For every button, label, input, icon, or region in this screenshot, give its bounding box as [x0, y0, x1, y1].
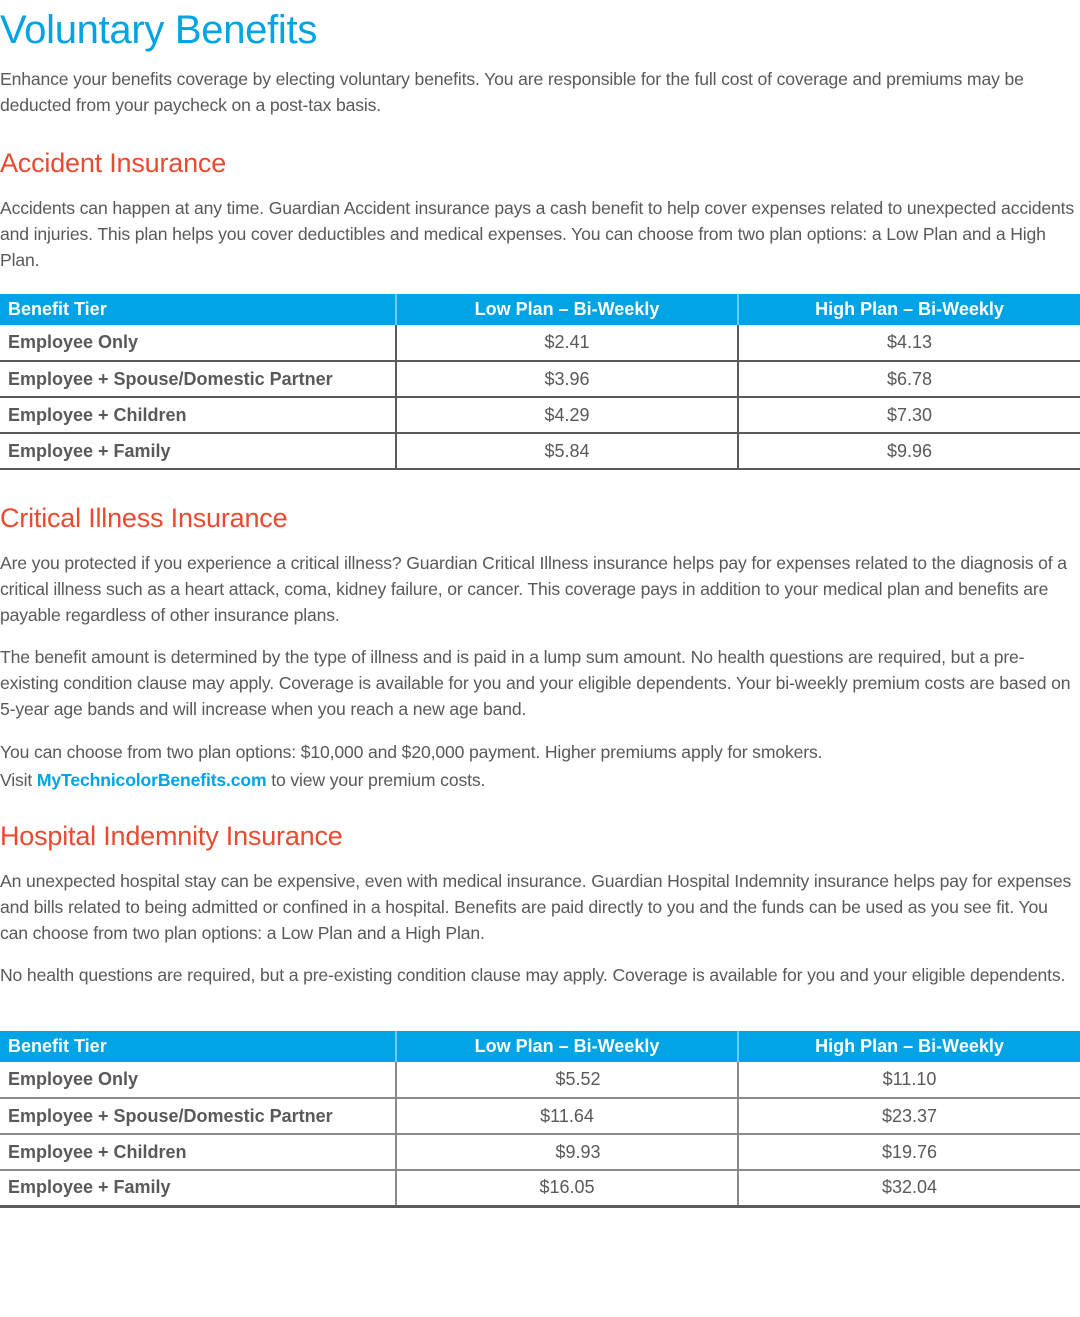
critical-illness-heading: Critical Illness Insurance	[0, 503, 288, 533]
view-premium-text: to view your premium costs.	[271, 770, 486, 790]
table-row	[0, 397, 1080, 433]
table-header-row	[0, 1031, 1080, 1062]
low-plan-cell: $16.05	[396, 1170, 738, 1206]
high-plan-cell: $11.10	[738, 1062, 1080, 1098]
column-header-benefit-tier: Benefit Tier	[0, 294, 396, 325]
table-row	[0, 361, 1080, 397]
accident-rates-table	[0, 294, 1080, 470]
hospital-indemnity-paragraph-2: No health questions are required, but a pre-existing condition clause may apply. Coverage is available for you and your eligible dependents.	[0, 965, 1066, 985]
table-row	[0, 325, 1080, 361]
low-plan-cell: $9.93	[396, 1134, 738, 1170]
table-row	[0, 1098, 1080, 1134]
low-plan-cell: $3.96	[396, 361, 738, 397]
tier-cell: Employee + Family	[0, 1170, 396, 1206]
high-plan-cell: $7.30	[738, 397, 1080, 433]
hospital-indemnity-paragraph-1: An unexpected hospital stay can be expensive, even with medical insurance. Guardian Hospital Indemnity insurance helps pay for expenses and bills related to being admitted or confined in a hospital. Benefits are paid directly to you and the funds can be used as you see fit. You can choose from two plan options: a Low Plan and a High Plan.	[0, 871, 1072, 943]
column-header-low-plan: Low Plan – Bi-Weekly	[396, 294, 738, 325]
high-plan-cell: $4.13	[738, 325, 1080, 361]
hospital-indemnity-heading: Hospital Indemnity Insurance	[0, 821, 343, 851]
tier-cell: Employee Only	[0, 1062, 396, 1098]
table-row	[0, 1170, 1080, 1206]
accident-insurance-description: Accidents can happen at any time. Guardian Accident insurance pays a cash benefit to help cover expenses related to unexpected accidents and injuries. This plan helps you cover deductibles and medical expenses. You can choose from two plan options: a Low Plan and a High Plan.	[0, 198, 1075, 270]
high-plan-cell: $32.04	[738, 1170, 1080, 1206]
tier-cell: Employee + Family	[0, 433, 396, 469]
table-row	[0, 1062, 1080, 1098]
hospital-indemnity-rates-table	[0, 1031, 1080, 1208]
accident-insurance-heading: Accident Insurance	[0, 148, 227, 178]
tier-cell: Employee + Children	[0, 1134, 396, 1170]
column-header-high-plan: High Plan – Bi-Weekly	[738, 294, 1080, 325]
page-title: Voluntary Benefits	[0, 8, 318, 52]
plan-options-text: You can choose from two plan options: $10,000 and $20,000 payment. Higher premiums apply for smokers.	[0, 742, 823, 762]
intro-paragraph: Enhance your benefits coverage by electing voluntary benefits. You are responsible for the full cost of coverage and premiums may be deducted from your paycheck on a post-tax basis.	[0, 69, 1024, 115]
technicolor-benefits-link[interactable]: MyTechnicolorBenefits.com	[36, 770, 267, 790]
tier-cell: Employee + Spouse/Domestic Partner	[0, 361, 396, 397]
tier-cell: Employee + Children	[0, 397, 396, 433]
visit-text: Visit	[0, 770, 33, 790]
table-row	[0, 1134, 1080, 1170]
critical-illness-paragraph-2: The benefit amount is determined by the type of illness and is paid in a lump sum amount. No health questions are required, but a pre-existing condition clause may apply. Coverage is available for you and your eligible dependents. Your bi-weekly premium costs are based on 5-year age bands and will increase when you reach a new age band.	[0, 647, 1071, 719]
low-plan-cell: $5.84	[396, 433, 738, 469]
table-row	[0, 433, 1080, 469]
column-header-benefit-tier: Benefit Tier	[0, 1031, 396, 1062]
column-header-low-plan: Low Plan – Bi-Weekly	[396, 1031, 738, 1062]
column-header-high-plan: High Plan – Bi-Weekly	[738, 1031, 1080, 1062]
low-plan-cell: $4.29	[396, 397, 738, 433]
tier-cell: Employee + Spouse/Domestic Partner	[0, 1098, 396, 1134]
high-plan-cell: $23.37	[738, 1098, 1080, 1134]
tier-cell: Employee Only	[0, 325, 396, 361]
critical-illness-paragraph-3	[0, 738, 1080, 794]
critical-illness-paragraph-1: Are you protected if you experience a critical illness? Guardian Critical Illness insurance helps pay for expenses related to the diagnosis of a critical illness such as a heart attack, coma, kidney failure, or cancer. This coverage pays in addition to your medical plan and benefits are payable regardless of other insurance plans.	[0, 553, 1067, 625]
low-plan-cell: $11.64	[396, 1098, 738, 1134]
low-plan-cell: $5.52	[396, 1062, 738, 1098]
table-header-row	[0, 294, 1080, 325]
high-plan-cell: $9.96	[738, 433, 1080, 469]
low-plan-cell: $2.41	[396, 325, 738, 361]
high-plan-cell: $19.76	[738, 1134, 1080, 1170]
high-plan-cell: $6.78	[738, 361, 1080, 397]
